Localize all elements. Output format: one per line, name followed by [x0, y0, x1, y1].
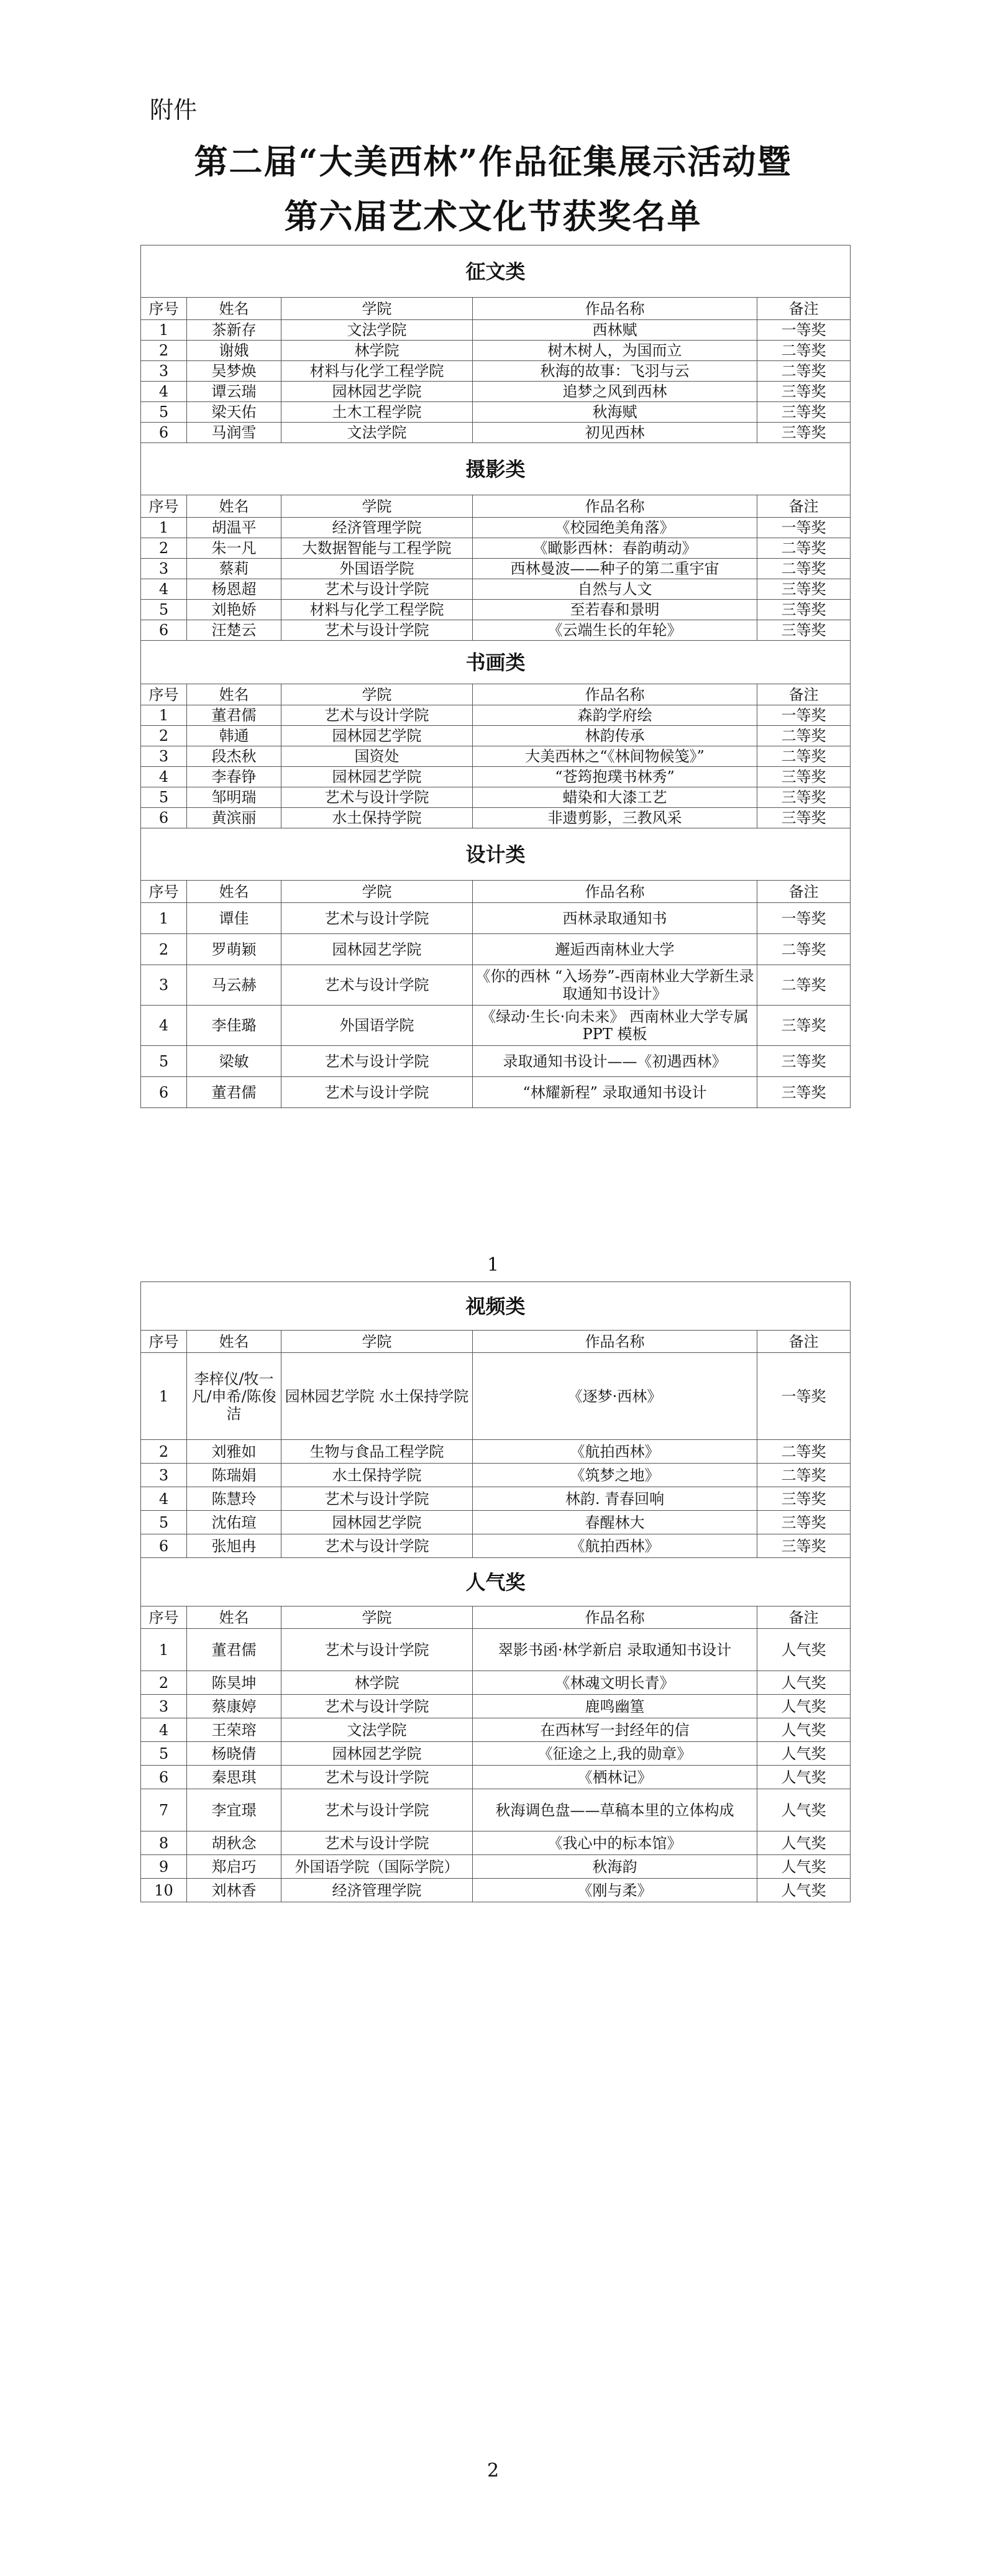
cell-index: 2 — [141, 934, 187, 965]
table-row — [141, 1046, 851, 1077]
cell-name: 谭佳 — [187, 903, 281, 934]
column-header-college: 学院 — [281, 684, 473, 705]
table-row — [141, 538, 851, 559]
cell-work: 翠影书函·林学新启 录取通知书设计 — [473, 1629, 757, 1671]
table-row — [141, 746, 851, 767]
section-title-row — [141, 1558, 851, 1607]
cell-award: 一等奖 — [757, 320, 851, 341]
table-row — [141, 600, 851, 620]
cell-award: 人气奖 — [757, 1831, 851, 1855]
cell-award: 二等奖 — [757, 361, 851, 382]
table-row — [141, 1464, 851, 1487]
cell-award: 人气奖 — [757, 1766, 851, 1789]
table-row — [141, 1353, 851, 1440]
cell-name: 胡秋念 — [187, 1831, 281, 1855]
cell-award: 三等奖 — [757, 1006, 851, 1046]
table-row — [141, 726, 851, 746]
cell-index: 1 — [141, 320, 187, 341]
column-header-award: 备注 — [757, 1607, 851, 1629]
column-header-award: 备注 — [757, 881, 851, 903]
cell-college: 艺术与设计学院 — [281, 1695, 473, 1718]
column-header-award: 备注 — [757, 298, 851, 320]
cell-work: 秋海赋 — [473, 402, 757, 423]
cell-award: 人气奖 — [757, 1742, 851, 1766]
column-header-row — [141, 1607, 851, 1629]
cell-award: 三等奖 — [757, 402, 851, 423]
table-row — [141, 1718, 851, 1742]
cell-index: 3 — [141, 746, 187, 767]
column-header-work: 作品名称 — [473, 1607, 757, 1629]
cell-college: 艺术与设计学院 — [281, 1487, 473, 1511]
cell-name: 马云赫 — [187, 965, 281, 1006]
cell-index: 5 — [141, 600, 187, 620]
cell-award: 二等奖 — [757, 559, 851, 579]
cell-work: 鹿鸣幽篁 — [473, 1695, 757, 1718]
cell-index: 4 — [141, 382, 187, 402]
table-row — [141, 423, 851, 443]
column-header-name: 姓名 — [187, 1607, 281, 1629]
column-header-college: 学院 — [281, 1607, 473, 1629]
cell-work: 树木树人，为国而立 — [473, 341, 757, 361]
cell-award: 三等奖 — [757, 600, 851, 620]
table-row — [141, 620, 851, 641]
cell-college: 园林园艺学院 — [281, 1511, 473, 1534]
cell-index: 6 — [141, 1077, 187, 1108]
cell-college: 艺术与设计学院 — [281, 1766, 473, 1789]
cell-name: 刘雅如 — [187, 1440, 281, 1464]
section-title-photo: 摄影类 — [141, 443, 851, 495]
cell-award: 三等奖 — [757, 767, 851, 787]
cell-award: 三等奖 — [757, 620, 851, 641]
cell-work: 林韵传承 — [473, 726, 757, 746]
cell-award: 人气奖 — [757, 1695, 851, 1718]
cell-work: 《林魂文明长青》 — [473, 1671, 757, 1695]
cell-award: 三等奖 — [757, 1534, 851, 1558]
cell-index: 4 — [141, 1718, 187, 1742]
table-row — [141, 767, 851, 787]
cell-college: 外国语学院（国际学院） — [281, 1855, 473, 1879]
cell-name: 邹明瑞 — [187, 787, 281, 808]
cell-index: 1 — [141, 705, 187, 726]
cell-award: 二等奖 — [757, 746, 851, 767]
table-row — [141, 1695, 851, 1718]
table-row — [141, 1629, 851, 1671]
column-header-college: 学院 — [281, 495, 473, 518]
page-number-1: 1 — [486, 1254, 500, 1276]
table-row — [141, 320, 851, 341]
column-header-work: 作品名称 — [473, 881, 757, 903]
cell-college: 水土保持学院 — [281, 808, 473, 828]
cell-award: 二等奖 — [757, 341, 851, 361]
cell-name: 杨恩超 — [187, 579, 281, 600]
cell-index: 5 — [141, 787, 187, 808]
cell-name: 谢娥 — [187, 341, 281, 361]
cell-college: 艺术与设计学院 — [281, 1789, 473, 1831]
cell-award: 二等奖 — [757, 538, 851, 559]
cell-award: 三等奖 — [757, 1077, 851, 1108]
cell-award: 二等奖 — [757, 1440, 851, 1464]
cell-college: 艺术与设计学院 — [281, 1629, 473, 1671]
column-header-work: 作品名称 — [473, 495, 757, 518]
cell-index: 1 — [141, 1629, 187, 1671]
section-title-row — [141, 641, 851, 684]
cell-award: 人气奖 — [757, 1629, 851, 1671]
cell-work: 西林赋 — [473, 320, 757, 341]
cell-award: 人气奖 — [757, 1789, 851, 1831]
cell-work: 西林曼波——种子的第二重宇宙 — [473, 559, 757, 579]
cell-award: 三等奖 — [757, 579, 851, 600]
table-row — [141, 1511, 851, 1534]
cell-work: 《校园绝美角落》 — [473, 518, 757, 538]
cell-name: 张旭冉 — [187, 1534, 281, 1558]
cell-index: 1 — [141, 903, 187, 934]
cell-work: 《栖林记》 — [473, 1766, 757, 1789]
column-header-college: 学院 — [281, 298, 473, 320]
cell-college: 国资处 — [281, 746, 473, 767]
award-table-page1 — [140, 245, 850, 1108]
table-row — [141, 341, 851, 361]
cell-name: 董君儒 — [187, 705, 281, 726]
cell-name: 陈慧玲 — [187, 1487, 281, 1511]
table-row — [141, 808, 851, 828]
column-header-college: 学院 — [281, 1331, 473, 1353]
cell-name: 李宜璟 — [187, 1789, 281, 1831]
cell-college: 艺术与设计学院 — [281, 965, 473, 1006]
cell-award: 三等奖 — [757, 1487, 851, 1511]
cell-name: 汪楚云 — [187, 620, 281, 641]
cell-index: 4 — [141, 1006, 187, 1046]
section-title-row — [141, 443, 851, 495]
cell-college: 园林园艺学院 — [281, 726, 473, 746]
cell-index: 3 — [141, 965, 187, 1006]
cell-name: 秦思琪 — [187, 1766, 281, 1789]
cell-name: 茶新存 — [187, 320, 281, 341]
cell-index: 4 — [141, 579, 187, 600]
cell-award: 人气奖 — [757, 1855, 851, 1879]
cell-college: 生物与食品工程学院 — [281, 1440, 473, 1464]
cell-college: 经济管理学院 — [281, 1879, 473, 1902]
cell-index: 2 — [141, 1671, 187, 1695]
cell-award: 一等奖 — [757, 705, 851, 726]
cell-index: 1 — [141, 518, 187, 538]
cell-college: 艺术与设计学院 — [281, 787, 473, 808]
cell-college: 艺术与设计学院 — [281, 1046, 473, 1077]
table-row — [141, 1879, 851, 1902]
cell-college: 艺术与设计学院 — [281, 579, 473, 600]
table-row — [141, 579, 851, 600]
cell-college: 艺术与设计学院 — [281, 620, 473, 641]
table-row — [141, 1534, 851, 1558]
title-line-2: 第六届艺术文化节获奖名单 — [284, 196, 702, 236]
cell-college: 水土保持学院 — [281, 1464, 473, 1487]
cell-college: 园林园艺学院 — [281, 382, 473, 402]
column-header-name: 姓名 — [187, 495, 281, 518]
cell-index: 8 — [141, 1831, 187, 1855]
attachment-label: 附件 — [150, 96, 198, 124]
table-row — [141, 903, 851, 934]
cell-work: 秋海韵 — [473, 1855, 757, 1879]
cell-award: 三等奖 — [757, 382, 851, 402]
cell-award: 三等奖 — [757, 1511, 851, 1534]
column-header-work: 作品名称 — [473, 684, 757, 705]
column-header-index: 序号 — [141, 298, 187, 320]
cell-college: 材料与化学工程学院 — [281, 361, 473, 382]
cell-college: 园林园艺学院 水土保持学院 — [281, 1353, 473, 1440]
table-row — [141, 1077, 851, 1108]
column-header-work: 作品名称 — [473, 1331, 757, 1353]
cell-index: 5 — [141, 1511, 187, 1534]
cell-name: 段杰秋 — [187, 746, 281, 767]
cell-college: 材料与化学工程学院 — [281, 600, 473, 620]
cell-index: 6 — [141, 1534, 187, 1558]
cell-name: 吴梦焕 — [187, 361, 281, 382]
column-header-index: 序号 — [141, 881, 187, 903]
cell-work: 秋海调色盘——草稿本里的立体构成 — [473, 1789, 757, 1831]
cell-work: 在西林写一封经年的信 — [473, 1718, 757, 1742]
cell-work: 秋海的故事：飞羽与云 — [473, 361, 757, 382]
cell-index: 6 — [141, 423, 187, 443]
cell-college: 经济管理学院 — [281, 518, 473, 538]
cell-award: 三等奖 — [757, 808, 851, 828]
cell-award: 二等奖 — [757, 726, 851, 746]
table-row — [141, 1831, 851, 1855]
cell-index: 9 — [141, 1855, 187, 1879]
cell-work: 自然与人文 — [473, 579, 757, 600]
cell-name: 蔡康婷 — [187, 1695, 281, 1718]
column-header-name: 姓名 — [187, 298, 281, 320]
column-header-award: 备注 — [757, 495, 851, 518]
cell-work: “林耀新程” 录取通知书设计 — [473, 1077, 757, 1108]
table-row — [141, 934, 851, 965]
cell-work: 《绿动·生长·向未来》 西南林业大学专属 PPT 模板 — [473, 1006, 757, 1046]
cell-work: 蜡染和大漆工艺 — [473, 787, 757, 808]
cell-college: 土木工程学院 — [281, 402, 473, 423]
table-row — [141, 1006, 851, 1046]
table-row — [141, 1766, 851, 1789]
section-title-row — [141, 828, 851, 881]
cell-college: 艺术与设计学院 — [281, 1077, 473, 1108]
cell-work: 《刚与柔》 — [473, 1879, 757, 1902]
cell-award: 三等奖 — [757, 423, 851, 443]
cell-work: 非遗剪影，三教风采 — [473, 808, 757, 828]
cell-award: 人气奖 — [757, 1718, 851, 1742]
section-title-row — [141, 1282, 851, 1331]
column-header-index: 序号 — [141, 684, 187, 705]
column-header-award: 备注 — [757, 684, 851, 705]
cell-college: 林学院 — [281, 341, 473, 361]
cell-work: 邂逅西南林业大学 — [473, 934, 757, 965]
cell-college: 园林园艺学院 — [281, 767, 473, 787]
cell-work: 森韵学府绘 — [473, 705, 757, 726]
cell-college: 园林园艺学院 — [281, 934, 473, 965]
table-row — [141, 787, 851, 808]
column-header-index: 序号 — [141, 1331, 187, 1353]
cell-work: 西林录取通知书 — [473, 903, 757, 934]
column-header-index: 序号 — [141, 495, 187, 518]
award-table-page2 — [140, 1281, 850, 1902]
page-number-2: 2 — [486, 2460, 500, 2482]
cell-index: 3 — [141, 1464, 187, 1487]
cell-name: 郑启巧 — [187, 1855, 281, 1879]
cell-work: 《逐梦·西林》 — [473, 1353, 757, 1440]
table-row — [141, 1440, 851, 1464]
cell-college: 艺术与设计学院 — [281, 705, 473, 726]
cell-name: 董君儒 — [187, 1629, 281, 1671]
cell-award: 一等奖 — [757, 518, 851, 538]
cell-college: 艺术与设计学院 — [281, 1831, 473, 1855]
cell-college: 外国语学院 — [281, 1006, 473, 1046]
column-header-row — [141, 495, 851, 518]
table-row — [141, 1789, 851, 1831]
table-row — [141, 559, 851, 579]
cell-work: 初见西林 — [473, 423, 757, 443]
table-row — [141, 1855, 851, 1879]
cell-college: 林学院 — [281, 1671, 473, 1695]
table-row — [141, 1742, 851, 1766]
cell-award: 一等奖 — [757, 1353, 851, 1440]
cell-work: 《我心中的标本馆》 — [473, 1831, 757, 1855]
cell-index: 3 — [141, 1695, 187, 1718]
cell-work: 大美西林之“《林间物候笺》” — [473, 746, 757, 767]
cell-name: 韩通 — [187, 726, 281, 746]
cell-index: 10 — [141, 1879, 187, 1902]
cell-name: 谭云瑞 — [187, 382, 281, 402]
cell-index: 3 — [141, 361, 187, 382]
cell-index: 4 — [141, 767, 187, 787]
table-row — [141, 1671, 851, 1695]
cell-award: 二等奖 — [757, 965, 851, 1006]
cell-college: 外国语学院 — [281, 559, 473, 579]
section-title-essay: 征文类 — [141, 245, 851, 298]
cell-name: 刘艳娇 — [187, 600, 281, 620]
cell-work: “苍筠抱璞书林秀” — [473, 767, 757, 787]
cell-award: 人气奖 — [757, 1879, 851, 1902]
cell-index: 2 — [141, 726, 187, 746]
cell-index: 7 — [141, 1789, 187, 1831]
cell-name: 王荣瑢 — [187, 1718, 281, 1742]
column-header-row — [141, 881, 851, 903]
cell-name: 黄滨丽 — [187, 808, 281, 828]
cell-index: 6 — [141, 808, 187, 828]
cell-index: 3 — [141, 559, 187, 579]
cell-work: 林韵. 青春回响 — [473, 1487, 757, 1511]
cell-index: 6 — [141, 1766, 187, 1789]
column-header-college: 学院 — [281, 881, 473, 903]
section-title-popular: 人气奖 — [141, 1558, 851, 1607]
cell-award: 二等奖 — [757, 1464, 851, 1487]
cell-work: 追梦之风到西林 — [473, 382, 757, 402]
cell-work: 《征途之上,我的勋章》 — [473, 1742, 757, 1766]
section-title-design: 设计类 — [141, 828, 851, 881]
cell-name: 杨晓倩 — [187, 1742, 281, 1766]
cell-index: 2 — [141, 538, 187, 559]
cell-college: 文法学院 — [281, 423, 473, 443]
cell-work: 《云端生长的年轮》 — [473, 620, 757, 641]
cell-name: 罗萌颖 — [187, 934, 281, 965]
cell-college: 文法学院 — [281, 1718, 473, 1742]
cell-index: 2 — [141, 341, 187, 361]
title-line-1: 第二届“大美西林”作品征集展示活动暨 — [194, 142, 792, 181]
cell-college: 艺术与设计学院 — [281, 1534, 473, 1558]
cell-name: 梁天佑 — [187, 402, 281, 423]
cell-name: 李梓仪/牧一凡/申希/陈俊洁 — [187, 1353, 281, 1440]
cell-index: 2 — [141, 1440, 187, 1464]
cell-name: 李春铮 — [187, 767, 281, 787]
cell-work: 录取通知书设计——《初遇西林》 — [473, 1046, 757, 1077]
cell-work: 《你的西林 “入场券”-西南林业大学新生录取通知书设计》 — [473, 965, 757, 1006]
cell-name: 李佳璐 — [187, 1006, 281, 1046]
column-header-name: 姓名 — [187, 881, 281, 903]
table-row — [141, 518, 851, 538]
cell-name: 董君儒 — [187, 1077, 281, 1108]
table-row — [141, 402, 851, 423]
column-header-award: 备注 — [757, 1331, 851, 1353]
column-header-work: 作品名称 — [473, 298, 757, 320]
cell-work: 春醒林大 — [473, 1511, 757, 1534]
cell-name: 梁敏 — [187, 1046, 281, 1077]
table-row — [141, 361, 851, 382]
section-title-painting: 书画类 — [141, 641, 851, 684]
cell-award: 三等奖 — [757, 787, 851, 808]
cell-award: 人气奖 — [757, 1671, 851, 1695]
cell-work: 《航拍西林》 — [473, 1440, 757, 1464]
cell-college: 大数据智能与工程学院 — [281, 538, 473, 559]
table-row — [141, 382, 851, 402]
cell-index: 1 — [141, 1353, 187, 1440]
cell-work: 《瞰影西林：春韵萌动》 — [473, 538, 757, 559]
cell-name: 朱一凡 — [187, 538, 281, 559]
cell-award: 一等奖 — [757, 903, 851, 934]
section-title-video: 视频类 — [141, 1282, 851, 1331]
cell-name: 陈瑞娟 — [187, 1464, 281, 1487]
cell-award: 三等奖 — [757, 1046, 851, 1077]
cell-work: 《筑梦之地》 — [473, 1464, 757, 1487]
cell-name: 陈昊坤 — [187, 1671, 281, 1695]
cell-index: 5 — [141, 1742, 187, 1766]
cell-college: 园林园艺学院 — [281, 1742, 473, 1766]
column-header-name: 姓名 — [187, 1331, 281, 1353]
section-title-row — [141, 245, 851, 298]
cell-name: 刘林香 — [187, 1879, 281, 1902]
cell-college: 艺术与设计学院 — [281, 903, 473, 934]
column-header-row — [141, 684, 851, 705]
column-header-index: 序号 — [141, 1607, 187, 1629]
cell-index: 5 — [141, 402, 187, 423]
cell-name: 胡温平 — [187, 518, 281, 538]
column-header-row — [141, 298, 851, 320]
cell-work: 《航拍西林》 — [473, 1534, 757, 1558]
table-row — [141, 965, 851, 1006]
column-header-name: 姓名 — [187, 684, 281, 705]
cell-award: 二等奖 — [757, 934, 851, 965]
cell-work: 至若春和景明 — [473, 600, 757, 620]
cell-name: 蔡莉 — [187, 559, 281, 579]
cell-index: 5 — [141, 1046, 187, 1077]
cell-name: 沈佑瑄 — [187, 1511, 281, 1534]
table-row — [141, 705, 851, 726]
cell-index: 6 — [141, 620, 187, 641]
cell-college: 文法学院 — [281, 320, 473, 341]
cell-index: 4 — [141, 1487, 187, 1511]
table-row — [141, 1487, 851, 1511]
cell-name: 马润雪 — [187, 423, 281, 443]
column-header-row — [141, 1331, 851, 1353]
